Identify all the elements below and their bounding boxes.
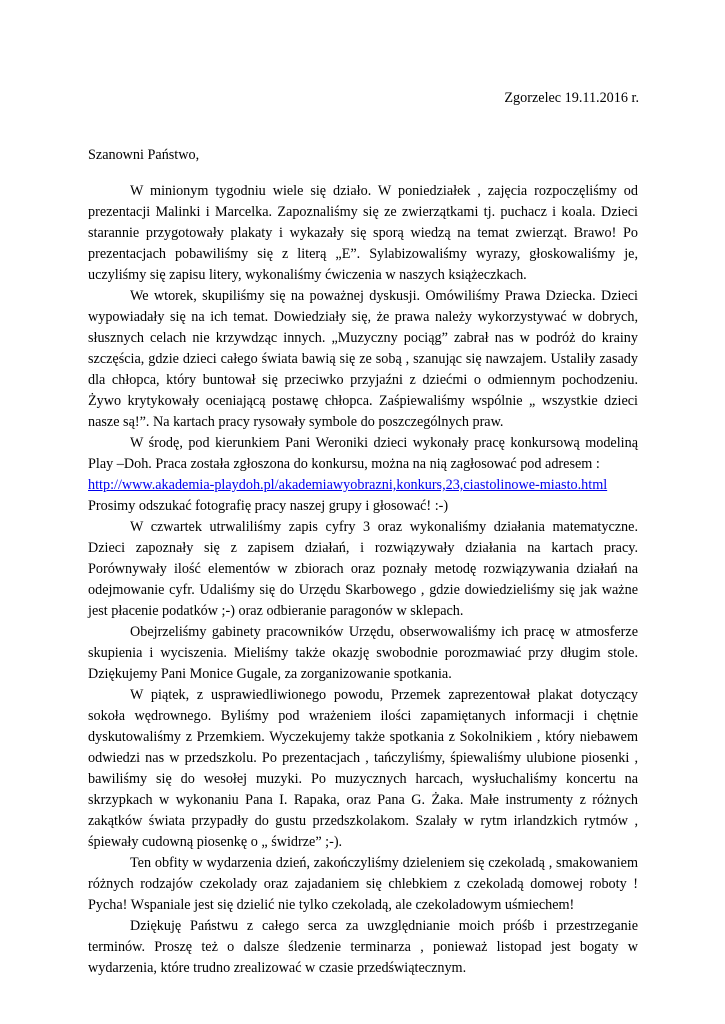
paragraph-friday: W piątek, z usprawiedliwionego powodu, Przemek zaprezentował plakat dotyczący sokoła wędrownego. Byliśmy pod wrażeniem ilości zapamiętanych informacji i chętnie dyskutowaliśmy z Przemkiem. Wyczekujemy także spotkania z Sokolnikiem , który niebawem odwiedzi nas w przedszkolu. Po prezentacjach , tańczyliśmy, śpiewaliśmy ulubione piosenki , bawiliśmy się do wesołej muzyki. Po muzycznych harcach, wysłuchaliśmy koncertu na skrzypkach w wykonaniu Pana I. Rapaka, oraz Pana G. Żaka. Małe instrumenty z różnych zakątków świata przypadły do gustu przedszkolakom. Szalały w rytm irlandzkich rytmów , śpiewały cudowną piosenkę o „ świdrze” ;-). — [88, 687, 638, 850]
paragraph-wednesday: W środę, pod kierunkiem Pani Weroniki dzieci wykonały pracę konkursową modeliną Play –Doh. Praca została zgłoszona do konkursu, można na nią zagłosować pod adresem : — [88, 435, 638, 472]
paragraph-thursday: W czwartek utrwaliliśmy zapis cyfry 3 oraz wykonaliśmy działania matematyczne. Dzieci zapoznały się z zapisem działań, i rozwiązywały działania na kartach pracy. Porównywały ilość elementów w zbiorach oraz poznały metodę rozwiązywania działań na odejmowanie cyfr. Udaliśmy się do Urzędu Skarbowego , gdzie dowiedzieliśmy się jak ważne jest płacenie podatków ;-) oraz odbieranie paragonów w sklepach. — [88, 519, 638, 619]
paragraph-monday: W minionym tygodniu wiele się działo. W poniedziałek , zajęcia rozpoczęliśmy od prezentacji Malinki i Marcelka. Zapoznaliśmy się ze zwierzątkami tj. puchacz i koala. Dzieci starannie przygotowały plakaty i wykazały się sporą wiedzą na temat zwierząt. Brawo! Po prezentacjach pobawiliśmy się z literą „E”. Sylabizowaliśmy wyrazy, głoskowaliśmy je, uczyliśmy się zapisu litery, wykonaliśmy ćwiczenia w naszych książeczkach. — [88, 183, 638, 283]
paragraph-chocolate: Ten obfity w wydarzenia dzień, zakończyliśmy dzieleniem się czekoladą , smakowaniem różnych rodzajów czekolady oraz zajadaniem się chlebkiem z czekoladą domowej roboty ! Pycha! Wspaniale jest się dzielić nie tylko czekoladą, ale czekoladowym uśmiechem! — [88, 855, 638, 913]
letter-body — [88, 181, 638, 979]
date-line: Zgorzelec 19.11.2016 r. — [504, 90, 639, 106]
greeting: Szanowni Państwo, — [88, 147, 200, 163]
contest-link-line — [88, 475, 638, 496]
contest-link[interactable]: http://www.akademia-playdoh.pl/akademiawyobrazni,konkurs,23,ciastolinowe-miasto.html — [88, 477, 608, 493]
paragraph-tax-office: Obejrzeliśmy gabinety pracowników Urzędu, obserwowaliśmy ich pracę w atmosferze skupienia i wyciszenia. Mieliśmy także okazję swobodnie porozmawiać przy długim stole. Dziękujemy Pani Monice Gugale, za zorganizowanie spotkania. — [88, 624, 638, 682]
paragraph-thanks: Dziękuję Państwu z całego serca za uwzględnianie moich próśb i przestrzeganie terminów. Proszę też o dalsze śledzenie terminarza , ponieważ listopad jest bogaty w wydarzenia, które trudno zrealizować w czasie przedświątecznym. — [88, 918, 638, 976]
paragraph-vote-request: Prosimy odszukać fotografię pracy naszej grupy i głosować! :-) — [88, 498, 449, 514]
paragraph-tuesday: We wtorek, skupiliśmy się na poważnej dyskusji. Omówiliśmy Prawa Dziecka. Dzieci wypowiadały się na ich temat. Dowiedziały się, że prawa należy wykorzystywać w dobrych, słusznych celach nie krzywdząc innych. „Muzyczny pociąg” zabrał nas w podróż do krainy szczęścia, gdzie dzieci całego świata bawią się ze sobą , szanując się nawzajem. Ustaliły zasady dla chłopca, który buntował się przeciwko przyjaźni z dziećmi o odmiennym pochodzeniu. Żywo krytykowały oceniającą postawę chłopca. Zaśpiewaliśmy wspólnie „ wszystkie dzieci nasze są!”. Na kartach pracy rysowały symbole do poszczególnych praw. — [88, 288, 638, 430]
